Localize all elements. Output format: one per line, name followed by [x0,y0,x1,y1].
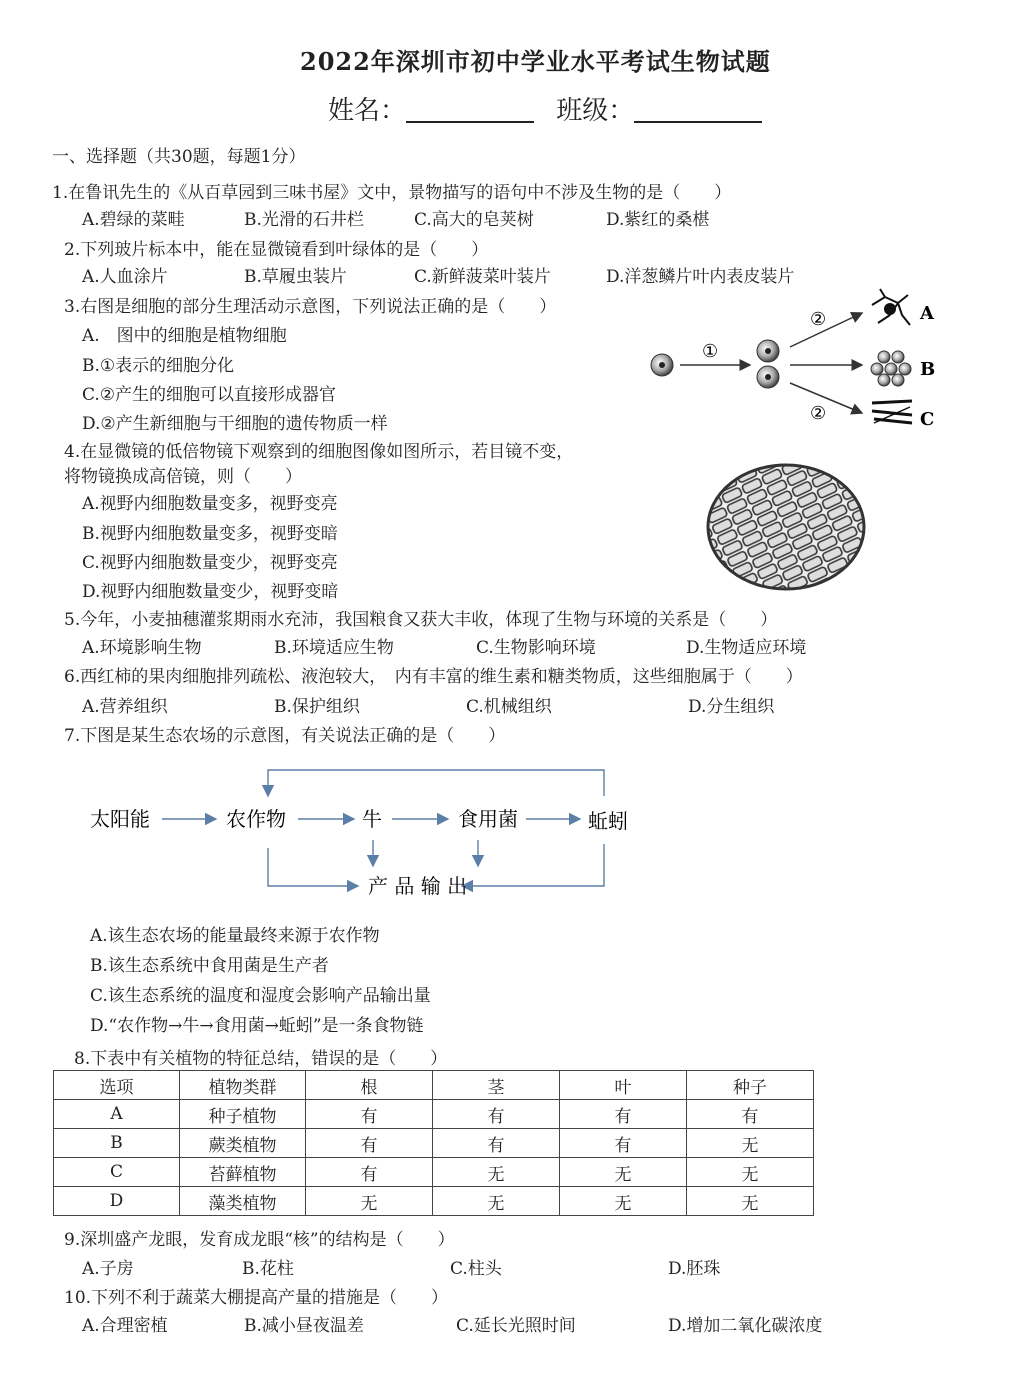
table-cell: D [54,1187,180,1216]
q2-option-d: D.洋葱鳞片叶内表皮装片 [606,267,795,287]
plant-features-table [53,1070,814,1216]
q3-option-d: D.②产生新细胞与干细胞的遗传物质一样 [82,414,388,434]
node-product-output: 产 品 输 出 [368,874,468,898]
question-10-stem: 10.下列不利于蔬菜大棚提高产量的措施是（ ） [64,1288,449,1308]
q2-option-c: C.新鲜菠菜叶装片 [414,267,551,287]
q4-option-b: B.视野内细胞数量变多，视野变暗 [82,524,338,544]
header-cell: 种子 [687,1071,814,1100]
table-cell: 无 [687,1158,814,1187]
q1-option-c: C.高大的皂荚树 [414,210,534,230]
q2-option-b: B.草履虫装片 [244,267,347,287]
q1-option-d: D.紫红的桑椹 [606,210,710,230]
header-cell: 根 [306,1071,433,1100]
question-6-stem: 6.西红柿的果肉细胞排列疏松、液泡较大， 内有丰富的维生素和糖类物质，这些细胞属于（ ） [64,667,803,687]
table-cell: 无 [433,1187,560,1216]
table-row [54,1100,814,1129]
question-2-stem: 2.下列玻片标本中，能在显微镜看到叶绿体的是（ ） [64,240,489,260]
label-step-2-bottom: ② [810,403,827,424]
table-cell: 无 [306,1187,433,1216]
q10-option-c: C.延长光照时间 [456,1316,576,1336]
table-cell: 有 [306,1158,433,1187]
class-blank[interactable] [634,95,762,123]
node-edible-fungi: 食用菌 [458,807,518,831]
header-cell: 选项 [54,1071,180,1100]
q9-option-a: A.子房 [82,1259,134,1279]
table-cell: 有 [433,1129,560,1158]
table-row [54,1158,814,1187]
table-row [54,1129,814,1158]
microscope-view-image [705,462,867,592]
cell-activity-diagram [640,285,940,435]
q6-option-d: D.分生组织 [688,697,775,717]
table-cell: 无 [433,1158,560,1187]
q4-option-c: C.视野内细胞数量变少，视野变亮 [82,553,338,573]
q9-option-c: C.柱头 [450,1259,502,1279]
cell-cluster-icon [871,351,911,386]
q7-option-d: D.“农作物→牛→食用菌→蚯蚓”是一条食物链 [90,1016,424,1036]
header-cell: 茎 [433,1071,560,1100]
question-7-stem: 7.下图是某生态农场的示意图，有关说法正确的是（ ） [64,726,506,746]
question-4-stem-cont: 将物镜换成高倍镜，则（ ） [64,467,302,487]
q3-option-b: B.①表示的细胞分化 [82,356,235,376]
question-3-stem: 3.右图是细胞的部分生理活动示意图，下列说法正确的是（ ） [64,297,557,317]
table-cell: 种子植物 [180,1100,306,1129]
q5-option-a: A.环境影响生物 [82,638,202,658]
question-8-stem: 8.下表中有关植物的特征总结，错误的是（ ） [74,1049,448,1069]
table-cell: 有 [306,1100,433,1129]
q3-option-c: C.②产生的细胞可以直接形成器官 [82,385,337,405]
q4-option-d: D.视野内细胞数量变少，视野变暗 [82,582,339,602]
table-cell: 藻类植物 [180,1187,306,1216]
table-cell: 有 [560,1129,687,1158]
name-blank[interactable] [406,95,534,123]
q1-option-a: A.碧绿的菜畦 [82,210,185,230]
q1-option-b: B.光滑的石井栏 [244,210,364,230]
label-b: B [920,359,936,380]
table-cell: 无 [560,1187,687,1216]
muscle-tissue-icon [872,401,912,423]
q6-option-b: B.保护组织 [274,697,360,717]
q10-option-d: D.增加二氧化碳浓度 [668,1316,823,1336]
section-heading: 一、选择题（共30题，每题1分） [52,147,306,167]
q3-option-a: A. 图中的细胞是植物细胞 [82,326,287,346]
q10-option-b: B.减小昼夜温差 [244,1316,364,1336]
table-cell: 无 [560,1158,687,1187]
q9-option-d: D.胚珠 [668,1259,721,1279]
table-cell: C [54,1158,180,1187]
table-cell: 有 [560,1100,687,1129]
table-cell: 有 [306,1129,433,1158]
q4-option-a: A.视野内细胞数量变多，视野变亮 [82,494,338,514]
table-cell: 苔藓植物 [180,1158,306,1187]
arrow-earthworm-to-crops [268,770,604,796]
table-header-row [54,1071,814,1100]
label-c: C [920,409,935,430]
q5-option-d: D.生物适应环境 [686,638,807,658]
label-a: A [920,303,934,324]
node-earthworm: 蚯蚓 [588,809,628,833]
q5-option-b: B.环境适应生物 [274,638,394,658]
question-5-stem: 5.今年，小麦抽穗灌浆期雨水充沛，我国粮食又获大丰收，体现了生物与环境的关系是（ ） [64,610,778,630]
name-label: 姓名： [328,96,407,126]
q9-option-b: B.花柱 [242,1259,294,1279]
page-title: 2022年深圳市初中学业水平考试生物试题 [300,47,771,76]
arrow-crops-to-output [268,848,358,886]
question-9-stem: 9.深圳盛产龙眼，发育成龙眼“核”的结构是（ ） [64,1230,455,1250]
table-cell: 无 [687,1187,814,1216]
table-cell: B [54,1129,180,1158]
nerve-cell-icon [872,289,910,325]
name-class-row [328,90,776,127]
node-crops: 农作物 [226,807,286,831]
arrow-earthworm-to-output [462,844,604,886]
table-row [54,1187,814,1216]
q6-option-a: A.营养组织 [82,697,168,717]
table-cell: 无 [687,1129,814,1158]
header-cell: 叶 [560,1071,687,1100]
table-cell: 有 [687,1100,814,1129]
header-cell: 植物类群 [180,1071,306,1100]
q5-option-c: C.生物影响环境 [476,638,596,658]
question-4-stem: 4.在显微镜的低倍物镜下观察到的细胞图像如图所示，若目镜不变， [64,442,574,462]
q6-option-c: C.机械组织 [466,697,552,717]
label-step-1: ① [702,341,719,362]
divided-cells [757,340,779,388]
q7-option-c: C.该生态系统的温度和湿度会影响产品输出量 [90,986,431,1006]
table-cell: A [54,1100,180,1129]
table-cell: 蕨类植物 [180,1129,306,1158]
eco-farm-diagram [80,760,640,900]
q7-option-a: A.该生态农场的能量最终来源于农作物 [90,926,380,946]
class-label: 班级： [556,96,635,126]
label-step-2-top: ② [810,309,827,330]
node-solar-energy: 太阳能 [90,807,150,831]
single-cell [651,354,673,376]
q7-option-b: B.该生态系统中食用菌是生产者 [90,956,329,976]
q10-option-a: A.合理密植 [82,1316,168,1336]
table-cell: 有 [433,1100,560,1129]
node-cattle: 牛 [362,807,382,831]
q2-option-a: A.人血涂片 [82,267,168,287]
question-1-stem: 1.在鲁讯先生的《从百草园到三味书屋》文中，景物描写的语句中不涉及生物的是（ ） [52,183,732,203]
